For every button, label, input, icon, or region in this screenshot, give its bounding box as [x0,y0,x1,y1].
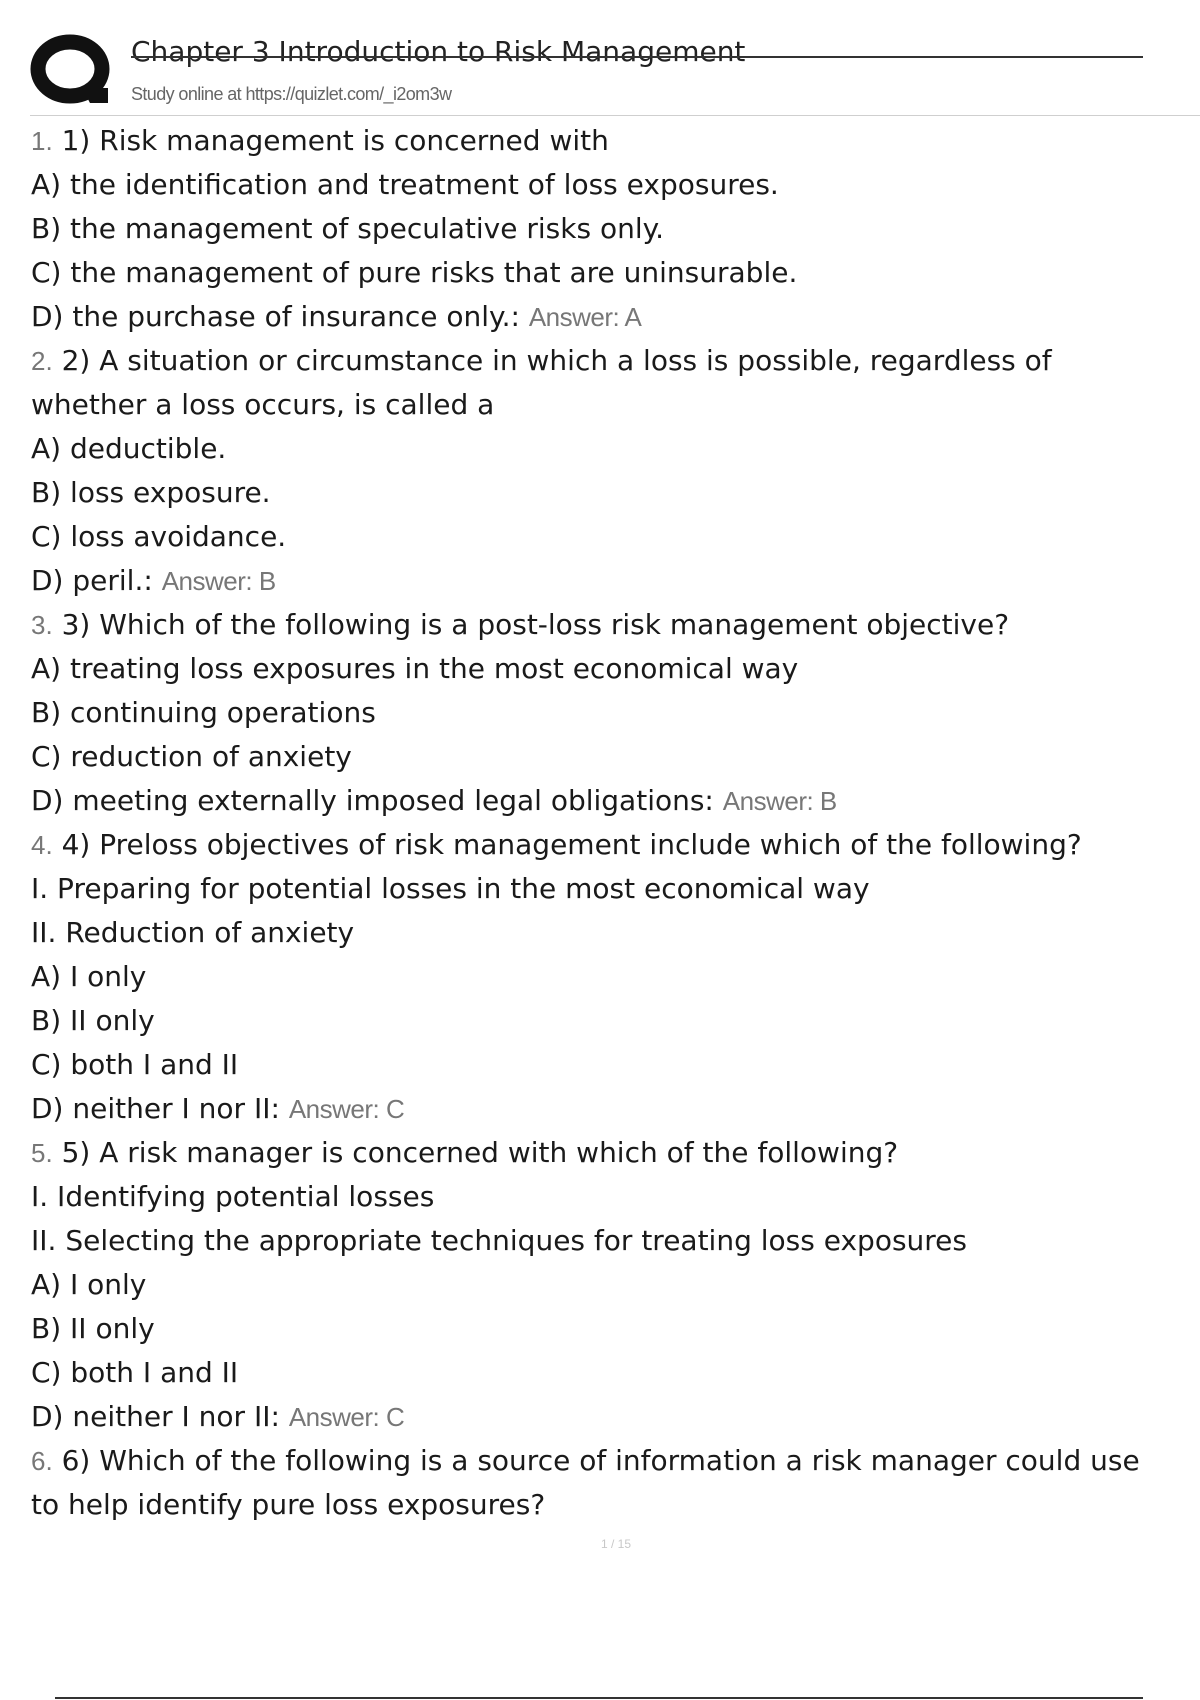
question-number: 2. [31,346,53,376]
question-line [31,999,1200,1043]
line-text: C) both I and II [31,1356,239,1389]
line-text: C) reduction of anxiety [31,740,352,773]
line-text: A) the identification and treatment of loss exposures. [31,168,779,201]
question-line [31,1307,1200,1351]
question-line [31,163,1200,207]
line-text: D) meeting externally imposed legal obligations: [31,784,714,817]
question-line [31,559,1200,603]
question-line [31,647,1200,691]
question-line [31,383,1200,427]
line-text: 2) A situation or circumstance in which a loss is possible, regardless of [61,344,1052,377]
line-text: D) the purchase of insurance only.: [31,300,520,333]
question-stem [31,119,1200,163]
question-item [31,603,1200,823]
question-stem [31,1439,1200,1483]
question-list [31,119,1200,1527]
line-text: B) continuing operations [31,696,376,729]
question-line [31,911,1200,955]
document-subtitle: Study online at https://quizlet.com/_i2om3w [131,84,452,104]
question-line [31,251,1200,295]
line-text: to help identify pure loss exposures? [31,1488,546,1521]
line-text: C) both I and II [31,1048,239,1081]
line-text: A) treating loss exposures in the most economical way [31,652,799,685]
question-line [31,295,1200,339]
line-text: 4) Preloss objectives of risk management include which of the following? [61,828,1082,861]
line-text: A) deductible. [31,432,227,465]
line-text: I. Identifying potential losses [31,1180,435,1213]
answer-label: Answer: B [722,786,837,816]
footer-divider [55,1697,1143,1699]
question-line [31,1175,1200,1219]
page-header [0,0,1200,118]
question-line [31,867,1200,911]
line-text: 3) Which of the following is a post-loss risk management objective? [61,608,1010,641]
question-number: 3. [31,610,53,640]
question-stem [31,823,1200,867]
question-line [31,1483,1200,1527]
question-stem [31,1131,1200,1175]
answer-label: Answer: B [161,566,276,596]
line-text: B) the management of speculative risks only. [31,212,665,245]
question-line [31,735,1200,779]
question-line [31,1351,1200,1395]
question-line [31,1043,1200,1087]
line-text: D) peril.: [31,564,153,597]
question-line [31,1395,1200,1439]
title-strike-rule [131,56,1143,58]
line-text: C) loss avoidance. [31,520,287,553]
question-line [31,691,1200,735]
line-text: D) neither I nor II: [31,1092,280,1125]
line-text: II. Reduction of anxiety [31,916,355,949]
line-text: C) the management of pure risks that are uninsurable. [31,256,798,289]
line-text: B) II only [31,1312,155,1345]
question-line [31,1087,1200,1131]
line-text: whether a loss occurs, is called a [31,388,495,421]
question-line [31,471,1200,515]
line-text: B) loss exposure. [31,476,271,509]
line-text: A) I only [31,960,147,993]
line-text: B) II only [31,1004,155,1037]
line-text: D) neither I nor II: [31,1400,280,1433]
quizlet-q-logo-icon [30,30,110,110]
question-item [31,339,1200,603]
question-number: 5. [31,1138,53,1168]
line-text: I. Preparing for potential losses in the most economical way [31,872,870,905]
question-number: 4. [31,830,53,860]
question-line [31,779,1200,823]
question-stem [31,339,1200,383]
line-text: II. Selecting the appropriate techniques for treating loss exposures [31,1224,967,1257]
answer-label: Answer: C [288,1402,405,1432]
question-item [31,119,1200,339]
line-text: 5) A risk manager is concerned with which of the following? [61,1136,899,1169]
question-item [31,1439,1200,1527]
page-number: 1 / 15 [600,1537,632,1551]
answer-label: Answer: A [528,302,642,332]
question-line [31,515,1200,559]
line-text: 6) Which of the following is a source of information a risk manager could use [61,1444,1140,1477]
header-divider [30,115,1200,116]
question-line [31,207,1200,251]
question-item [31,1131,1200,1439]
question-line [31,427,1200,471]
question-number: 1. [31,126,53,156]
line-text: 1) Risk management is concerned with [61,124,609,157]
document-title: Chapter 3 Introduction to Risk Management [131,35,746,68]
line-text: A) I only [31,1268,147,1301]
answer-label: Answer: C [288,1094,405,1124]
question-line [31,1263,1200,1307]
question-number: 6. [31,1446,53,1476]
question-stem [31,603,1200,647]
question-line [31,955,1200,999]
question-line [31,1219,1200,1263]
question-item [31,823,1200,1131]
